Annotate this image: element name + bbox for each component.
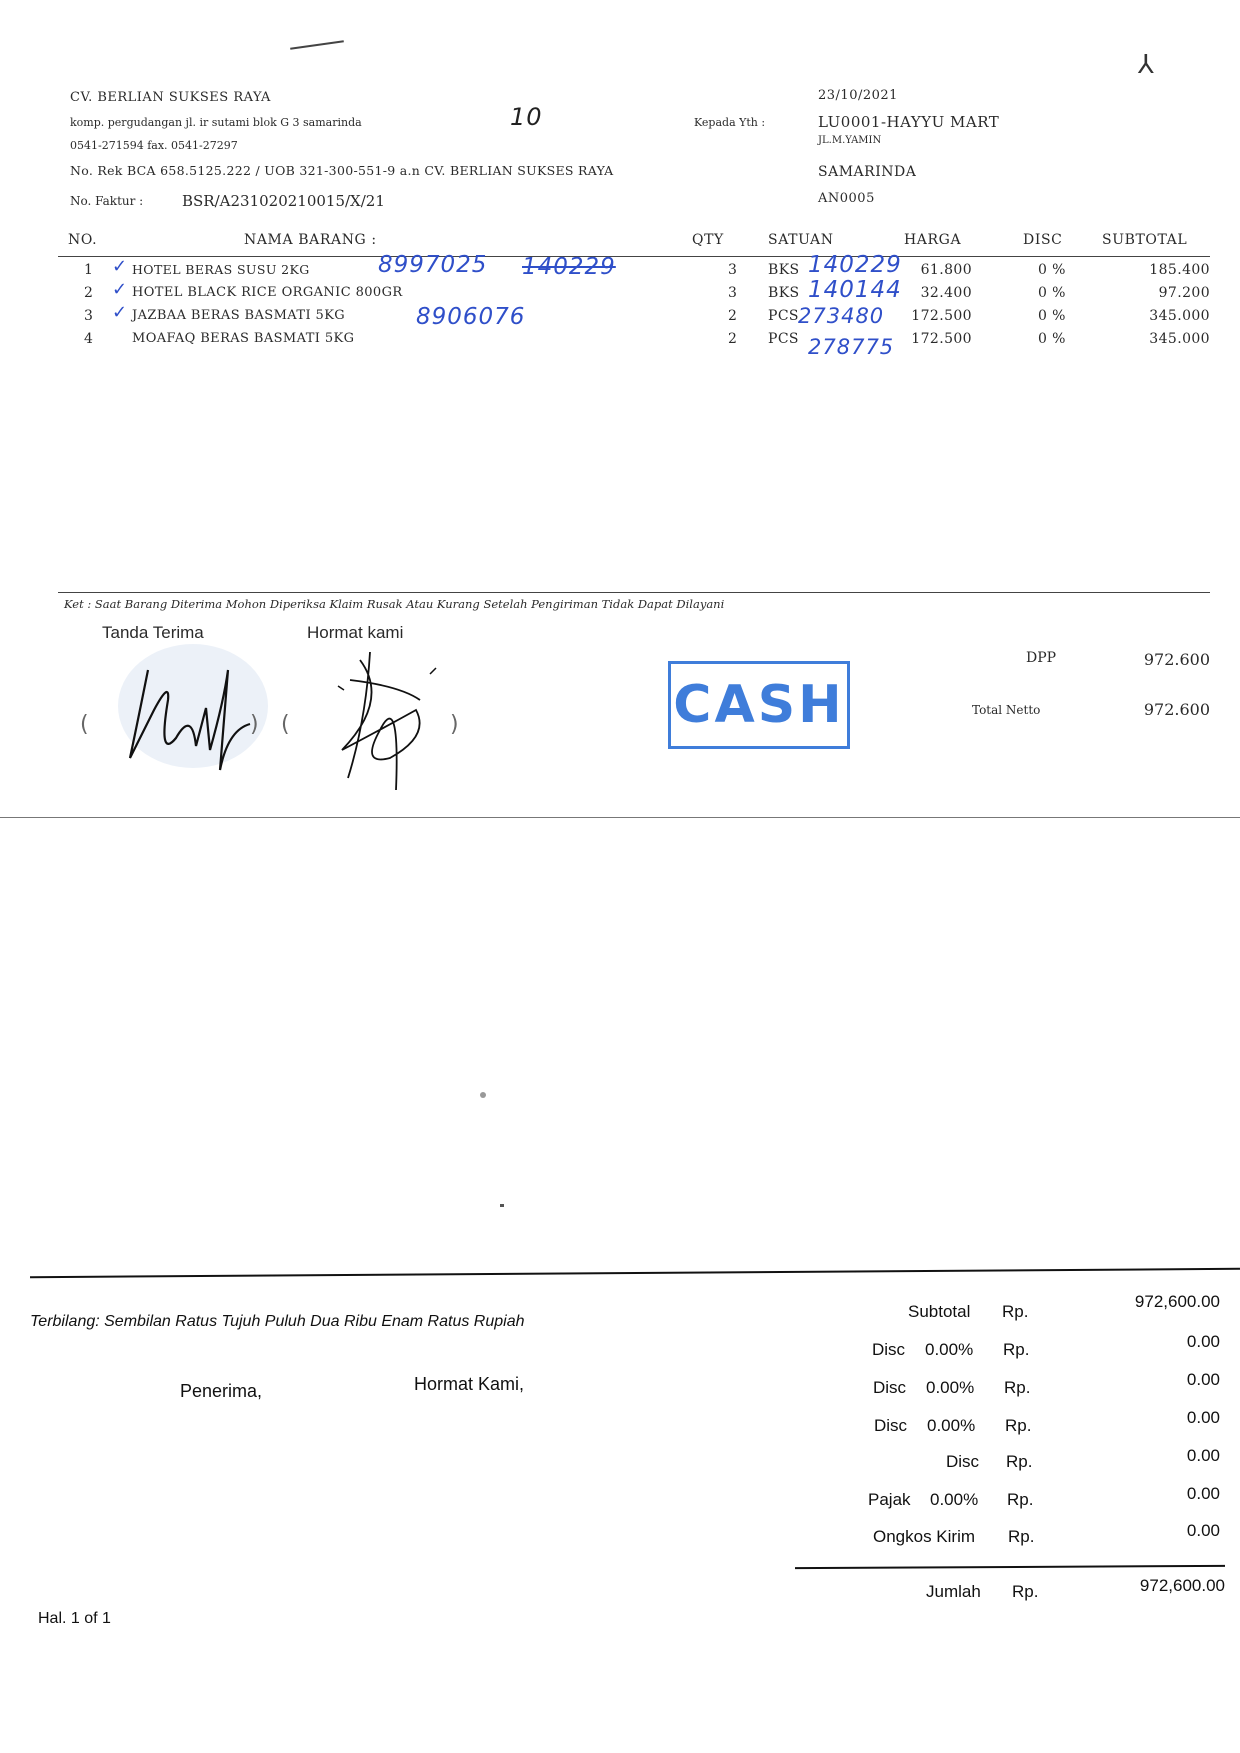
summary-line bbox=[0, 1332, 1240, 1364]
row-disc: 0 % bbox=[1038, 285, 1066, 301]
col-price: HARGA bbox=[904, 232, 962, 248]
row-no: 3 bbox=[84, 308, 94, 324]
row-note-struck: 140229 bbox=[522, 254, 616, 280]
col-subtotal: SUBTOTAL bbox=[1102, 232, 1188, 248]
check-icon: ✓ bbox=[112, 302, 129, 323]
total-line bbox=[0, 1576, 1240, 1606]
summary-line bbox=[0, 1446, 1240, 1476]
recipient-code: AN0005 bbox=[818, 191, 875, 206]
check-icon: ✓ bbox=[112, 256, 129, 277]
row-price: 32.400 bbox=[920, 285, 972, 301]
bracket-left: ( bbox=[80, 712, 89, 737]
row-unit-note: 140229 bbox=[808, 252, 902, 278]
row-subtotal: 97.200 bbox=[1158, 285, 1210, 301]
summary-line bbox=[0, 1484, 1240, 1514]
row-name: MOAFAQ BERAS BASMATI 5KG bbox=[132, 331, 355, 346]
row-unit-note: 140144 bbox=[808, 277, 902, 303]
row-disc: 0 % bbox=[1038, 308, 1066, 324]
summary-pct: 0.00% bbox=[930, 1490, 979, 1509]
summary-line bbox=[0, 1292, 1240, 1326]
netto-label: Total Netto bbox=[972, 703, 1041, 717]
table-row bbox=[0, 252, 1240, 284]
row-unit: BKS bbox=[768, 262, 800, 278]
row-subtotal: 345.000 bbox=[1149, 308, 1210, 324]
row-no: 2 bbox=[84, 285, 94, 301]
summary-rp: Rp. bbox=[1007, 1490, 1034, 1509]
summary-pct: 0.00% bbox=[926, 1378, 975, 1397]
ket-note: Ket : Saat Barang Diterima Mohon Diperiksa Klaim Rusak Atau Kurang Setelah Pengiriman Tidak Dapat Dilayani bbox=[64, 597, 725, 611]
footer-rule bbox=[58, 592, 1210, 593]
summary-value: 0.00 bbox=[1186, 1484, 1220, 1503]
cash-stamp: CASH bbox=[668, 661, 850, 749]
summary-line bbox=[0, 1521, 1240, 1551]
invoice-date: 23/10/2021 bbox=[818, 88, 898, 103]
summary-rp: Rp. bbox=[1005, 1416, 1032, 1435]
recipient-name: LU0001-HAYYU MART bbox=[818, 113, 1000, 131]
col-qty: QTY bbox=[692, 232, 724, 248]
total-rp: Rp. bbox=[1012, 1582, 1039, 1601]
row-note: 8906076 bbox=[416, 304, 526, 330]
recipient-street: JL.M.YAMIN bbox=[818, 135, 882, 146]
summary-label: Disc bbox=[872, 1340, 906, 1359]
bracket-right: ) bbox=[450, 712, 459, 737]
row-price: 172.500 bbox=[911, 331, 972, 347]
row-unit: PCS bbox=[768, 331, 799, 347]
row-qty: 2 bbox=[728, 308, 738, 324]
row-name: JAZBAA BERAS BASMATI 5KG bbox=[132, 308, 346, 323]
row-name: HOTEL BLACK RICE ORGANIC 800GR bbox=[132, 285, 403, 300]
faktur-label: No. Faktur : bbox=[70, 194, 144, 208]
row-unit: BKS bbox=[768, 285, 800, 301]
summary-label: Pajak bbox=[868, 1490, 911, 1509]
terbilang-text: Terbilang: Sembilan Ratus Tujuh Puluh Dua Ribu Enam Ratus Rupiah bbox=[30, 1313, 525, 1330]
bracket-left: ( bbox=[281, 712, 290, 737]
summary-value: 0.00 bbox=[1186, 1370, 1220, 1389]
summary-value: 972,600.00 bbox=[1134, 1292, 1220, 1311]
summary-label: Subtotal bbox=[908, 1302, 971, 1321]
summary-line bbox=[0, 1370, 1240, 1402]
dpp-label: DPP bbox=[1026, 650, 1057, 666]
summary-label: Disc bbox=[946, 1452, 980, 1471]
company-address: komp. pergudangan jl. ir sutami blok G 3 samarinda bbox=[70, 116, 362, 129]
col-name: NAMA BARANG : bbox=[244, 232, 377, 248]
summary-rp: Rp. bbox=[1008, 1527, 1035, 1546]
company-name: CV. BERLIAN SUKSES RAYA bbox=[70, 90, 271, 105]
summary-label: Ongkos Kirim bbox=[873, 1527, 976, 1546]
row-subtotal: 185.400 bbox=[1149, 262, 1210, 278]
summary-top-rule bbox=[30, 1268, 1240, 1278]
company-phone: 0541-271594 fax. 0541-27297 bbox=[70, 139, 238, 152]
recipient-city: SAMARINDA bbox=[818, 164, 917, 180]
row-unit-note: 278775 bbox=[808, 335, 895, 359]
row-note: 8997025 bbox=[378, 252, 488, 278]
row-unit: PCS bbox=[768, 308, 799, 324]
row-qty: 3 bbox=[728, 285, 738, 301]
handwritten-mark: 10 bbox=[510, 103, 543, 131]
receiver-signature bbox=[118, 640, 268, 780]
table-row bbox=[0, 277, 1240, 307]
col-unit: SATUAN bbox=[768, 232, 834, 248]
summary-label: Disc bbox=[873, 1378, 907, 1397]
summary-value: 0.00 bbox=[1186, 1521, 1220, 1540]
sender-signature bbox=[320, 640, 460, 800]
summary-line bbox=[0, 1408, 1240, 1440]
tanda-terima-label: Tanda Terima bbox=[102, 623, 204, 642]
faktur-number: BSR/A231020210015/X/21 bbox=[182, 192, 385, 210]
hormat-kami-label: Hormat kami bbox=[307, 623, 404, 642]
hormat-label: Hormat Kami, bbox=[414, 1374, 525, 1394]
row-qty: 3 bbox=[728, 262, 738, 278]
total-value: 972,600.00 bbox=[1139, 1576, 1225, 1595]
penerima-label: Penerima, bbox=[180, 1381, 263, 1401]
row-name: HOTEL BERAS SUSU 2KG bbox=[132, 262, 310, 277]
row-unit-note: 273480 bbox=[798, 304, 885, 328]
corner-mark: ⅄ bbox=[1138, 50, 1154, 80]
col-no: NO. bbox=[68, 232, 98, 248]
total-label: Jumlah bbox=[926, 1582, 981, 1601]
check-icon: ✓ bbox=[112, 279, 129, 300]
summary-value: 0.00 bbox=[1186, 1332, 1220, 1351]
table-row bbox=[0, 331, 1240, 359]
col-disc: DISC bbox=[1023, 232, 1063, 248]
summary-rp: Rp. bbox=[1004, 1378, 1031, 1397]
row-no: 1 bbox=[84, 262, 94, 278]
row-price: 172.500 bbox=[911, 308, 972, 324]
netto-value: 972.600 bbox=[1143, 700, 1210, 719]
scan-smudge bbox=[500, 1204, 504, 1207]
summary-rp: Rp. bbox=[1002, 1302, 1029, 1321]
summary-rp: Rp. bbox=[1006, 1452, 1033, 1471]
page-number: Hal. 1 of 1 bbox=[38, 1610, 111, 1627]
table-row bbox=[0, 302, 1240, 330]
recipient-label: Kepada Yth : bbox=[694, 116, 766, 129]
row-disc: 0 % bbox=[1038, 331, 1066, 347]
summary-label: Disc bbox=[874, 1416, 908, 1435]
table-header-rule bbox=[58, 256, 1210, 257]
dpp-value: 972.600 bbox=[1143, 650, 1210, 669]
row-qty: 2 bbox=[728, 331, 738, 347]
row-no: 4 bbox=[84, 331, 94, 347]
summary-value: 0.00 bbox=[1186, 1446, 1220, 1465]
scan-smudge bbox=[480, 1092, 486, 1098]
total-rule bbox=[795, 1565, 1225, 1569]
bracket-right: ) bbox=[250, 712, 259, 737]
fold-line bbox=[0, 817, 1240, 818]
row-disc: 0 % bbox=[1038, 262, 1066, 278]
company-bank: No. Rek BCA 658.5125.222 / UOB 321-300-551-9 a.n CV. BERLIAN SUKSES RAYA bbox=[70, 163, 614, 178]
summary-pct: 0.00% bbox=[927, 1416, 976, 1435]
row-price: 61.800 bbox=[920, 262, 972, 278]
summary-value: 0.00 bbox=[1186, 1408, 1220, 1427]
summary-pct: 0.00% bbox=[925, 1340, 974, 1359]
summary-rp: Rp. bbox=[1003, 1340, 1030, 1359]
row-subtotal: 345.000 bbox=[1149, 331, 1210, 347]
